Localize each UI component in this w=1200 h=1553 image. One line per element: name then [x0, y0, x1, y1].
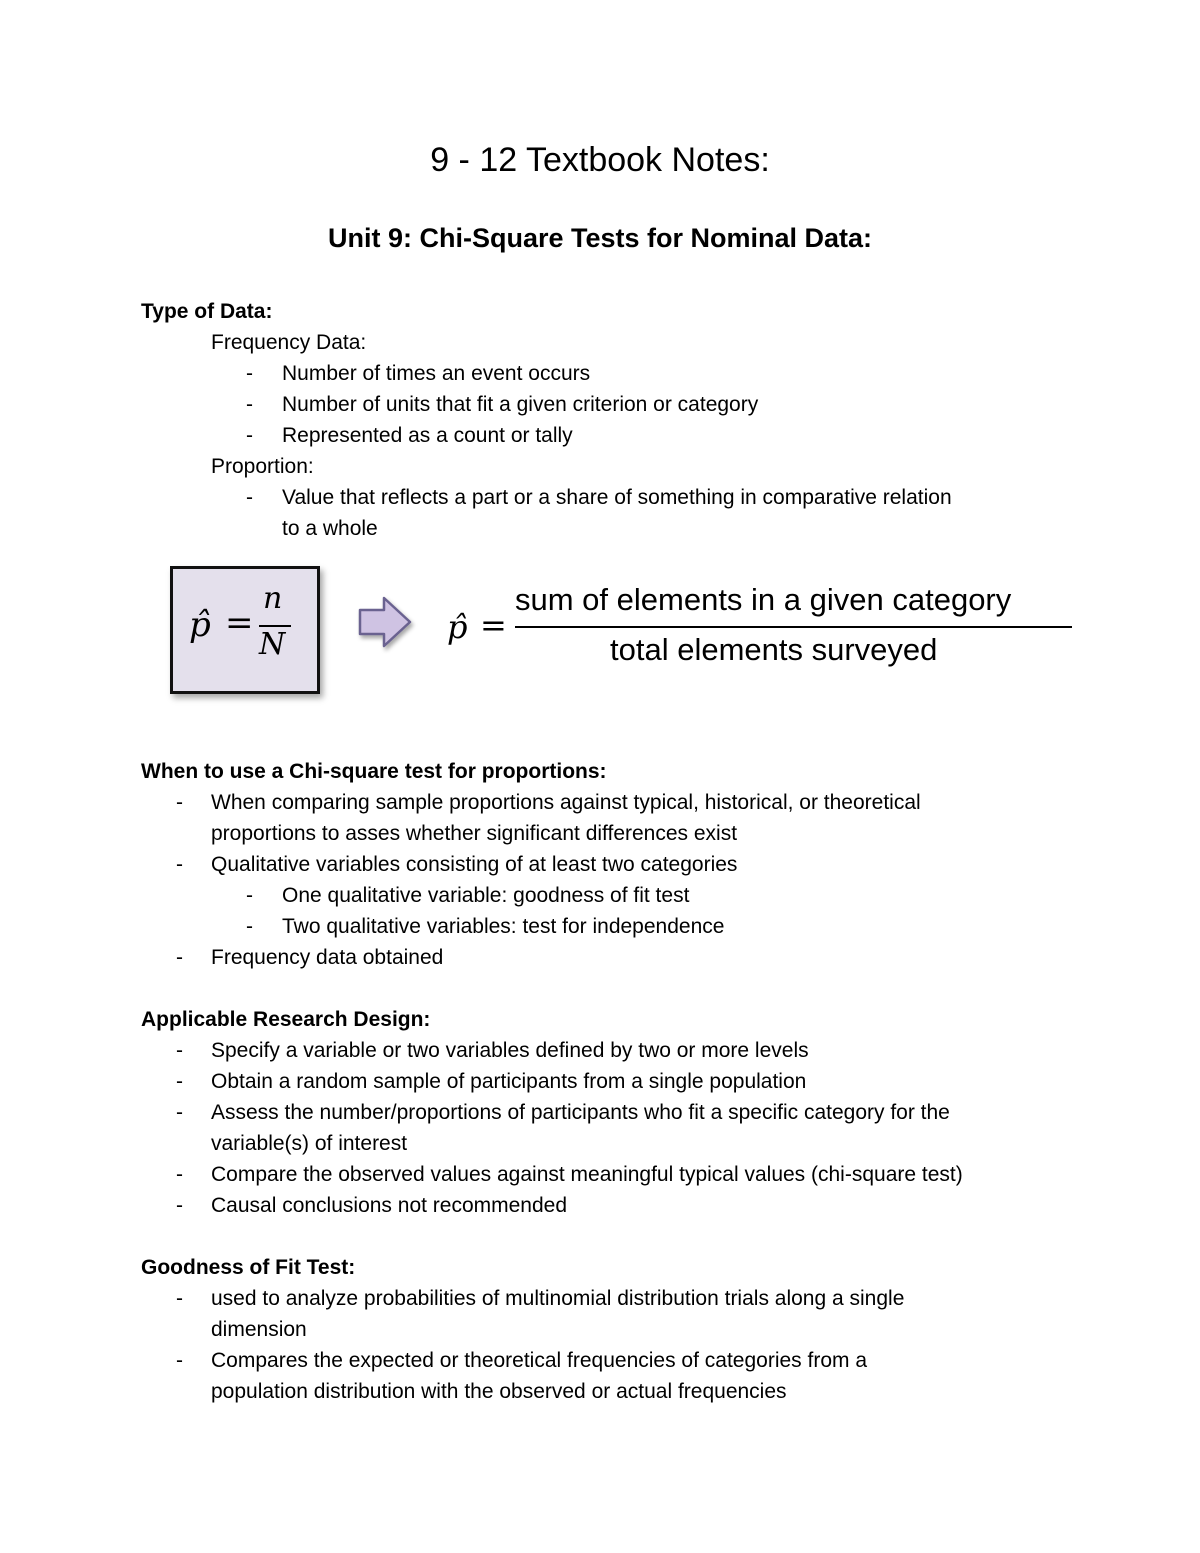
bullet-dash: -	[176, 853, 183, 876]
formula-box	[170, 566, 320, 694]
proportion-label: Proportion:	[211, 455, 314, 478]
list-item-continuation: proportions to asses whether significant differences exist	[211, 822, 738, 845]
bullet-dash: -	[246, 915, 253, 938]
list-item: Value that reflects a part or a share of something in comparative relation	[282, 486, 952, 509]
list-item: Specify a variable or two variables defined by two or more levels	[211, 1039, 809, 1062]
bullet-dash: -	[176, 791, 183, 814]
p-hat-symbol: p̂	[447, 608, 468, 646]
list-item: Obtain a random sample of participants from a single population	[211, 1070, 807, 1093]
list-item: Represented as a count or tally	[282, 424, 573, 447]
proportion-formula-figure	[160, 560, 1085, 705]
bullet-dash: -	[246, 362, 253, 385]
section-heading-type-of-data: Type of Data:	[141, 300, 273, 323]
list-item: Compare the observed values against meaningful typical values (chi-square test)	[211, 1163, 963, 1186]
bullet-dash: -	[176, 1194, 183, 1217]
p-hat-symbol: p̂	[189, 605, 211, 645]
denominator-symbol: N	[259, 627, 286, 662]
bullet-dash: -	[176, 1070, 183, 1093]
bullet-dash: -	[176, 1349, 183, 1372]
formula-fraction-bar	[515, 626, 1072, 628]
right-arrow-icon	[356, 594, 418, 654]
bullet-dash: -	[246, 424, 253, 447]
unit-heading: Unit 9: Chi-Square Tests for Nominal Data:	[327, 223, 873, 253]
equals-sign: =	[225, 603, 254, 643]
list-item: Assess the number/proportions of participants who fit a specific category for the	[211, 1101, 950, 1124]
bullet-dash: -	[176, 1101, 183, 1124]
list-item: Qualitative variables consisting of at least two categories	[211, 853, 738, 876]
bullet-dash: -	[176, 1287, 183, 1310]
list-item: Number of times an event occurs	[282, 362, 591, 385]
document-title: 9 - 12 Textbook Notes:	[430, 141, 770, 179]
bullet-dash: -	[246, 884, 253, 907]
list-item: Frequency data obtained	[211, 946, 444, 969]
section-heading-goodness-of-fit: Goodness of Fit Test:	[141, 1256, 356, 1279]
formula-denominator: total elements surveyed	[610, 632, 938, 667]
section-heading-research-design: Applicable Research Design:	[141, 1008, 431, 1031]
bullet-dash: -	[176, 1039, 183, 1062]
list-item: When comparing sample proportions against typical, historical, or theoretical	[211, 791, 921, 814]
bullet-dash: -	[176, 1163, 183, 1186]
bullet-dash: -	[176, 946, 183, 969]
list-item: used to analyze probabilities of multinomial distribution trials along a single	[211, 1287, 905, 1310]
numerator-symbol: n	[263, 581, 283, 616]
formula-numerator: sum of elements in a given category	[515, 582, 1012, 617]
list-item: Number of units that fit a given criterion or category	[282, 393, 759, 416]
list-item-continuation: to a whole	[282, 517, 378, 540]
bullet-dash: -	[246, 393, 253, 416]
list-item-continuation: dimension	[211, 1318, 307, 1341]
sub-list-item: One qualitative variable: goodness of fit test	[282, 884, 690, 907]
list-item: Causal conclusions not recommended	[211, 1194, 568, 1217]
frequency-data-label: Frequency Data:	[211, 331, 367, 354]
equals-sign: =	[480, 606, 507, 644]
list-item: Compares the expected or theoretical frequencies of categories from a	[211, 1349, 868, 1372]
list-item-continuation: population distribution with the observed or actual frequencies	[211, 1380, 787, 1403]
bullet-dash: -	[246, 486, 253, 509]
section-heading-when-to-use: When to use a Chi-square test for proportions:	[141, 760, 607, 783]
list-item-continuation: variable(s) of interest	[211, 1132, 408, 1155]
sub-list-item: Two qualitative variables: test for independence	[282, 915, 725, 938]
